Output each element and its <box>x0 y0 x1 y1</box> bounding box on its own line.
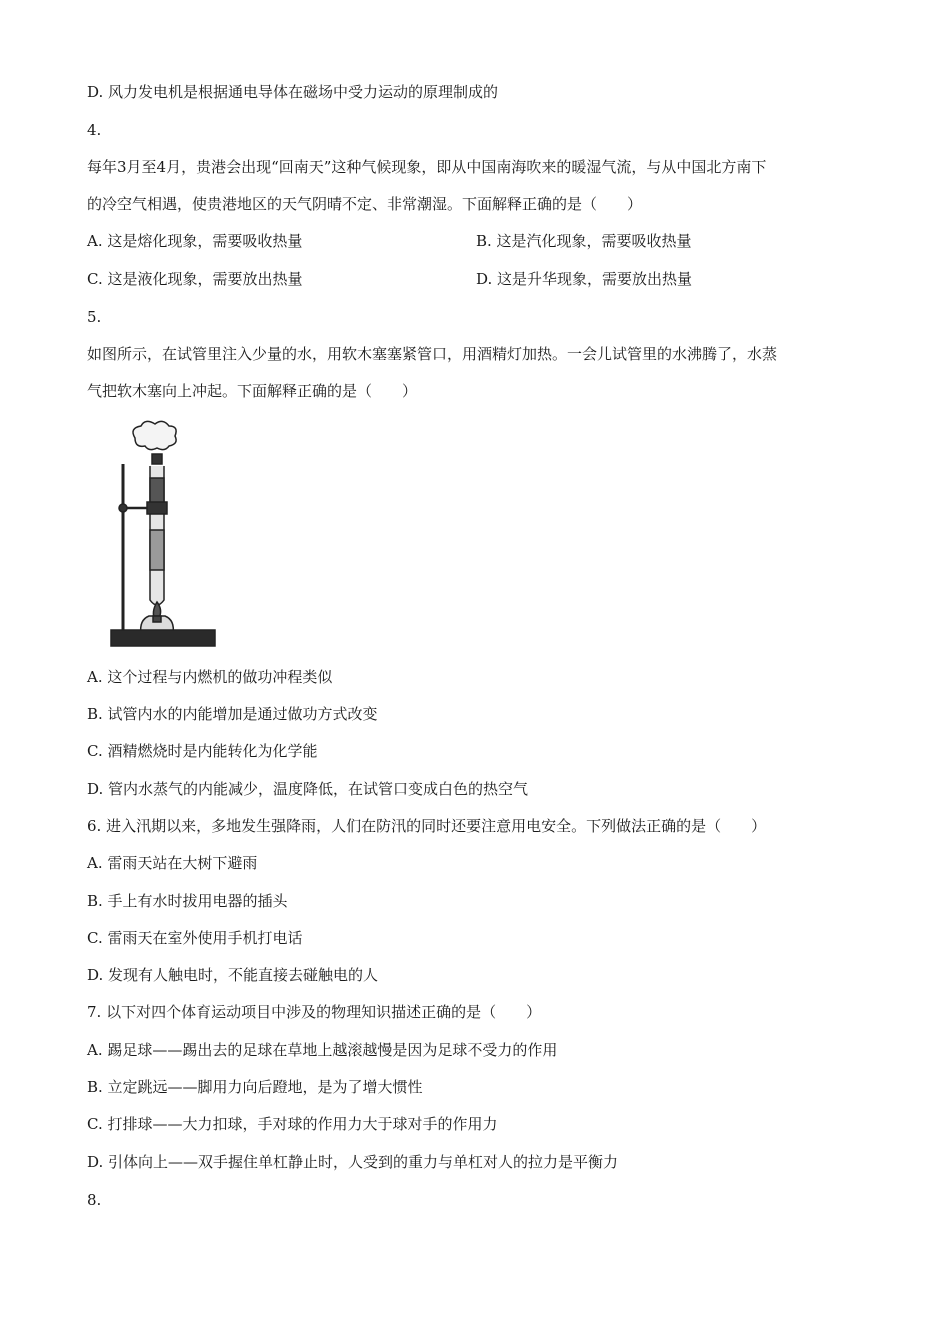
q8-number: 8. <box>87 1191 102 1209</box>
test-tube-heating-apparatus-icon <box>105 420 220 652</box>
q6-stem: 6. 进入汛期以来，多地发生强降雨，人们在防汛的同时还要注意用电安全。下列做法正确的是（ ） <box>87 817 767 835</box>
q5-option-c: C. 酒精燃烧时是内能转化为化学能 <box>87 742 318 760</box>
q6-option-c: C. 雷雨天在室外使用手机打电话 <box>87 929 303 947</box>
q7-option-b: B. 立定跳远——脚用力向后蹬地，是为了增大惯性 <box>87 1078 423 1096</box>
q7-option-c: C. 打排球——大力扣球，手对球的作用力大于球对手的作用力 <box>87 1115 498 1133</box>
q3-option-d: D. 风力发电机是根据通电导体在磁场中受力运动的原理制成的 <box>87 83 499 101</box>
q4-option-c: C. 这是液化现象，需要放出热量 <box>87 270 303 288</box>
q7-stem: 7. 以下对四个体育运动项目中涉及的物理知识描述正确的是（ ） <box>87 1003 542 1021</box>
q5-stem-line-2: 气把软木塞向上冲起。下面解释正确的是（ ） <box>87 382 418 400</box>
q4-option-d: D. 这是升华现象，需要放出热量 <box>476 270 693 288</box>
q5-stem-line-1: 如图所示，在试管里注入少量的水，用软木塞塞紧管口，用酒精灯加热。一会儿试管里的水沸腾了，水蒸 <box>87 345 778 363</box>
q4-stem-line-2: 的冷空气相遇，使贵港地区的天气阴晴不定、非常潮湿。下面解释正确的是（ ） <box>87 195 643 213</box>
q5-number: 5. <box>87 308 102 326</box>
q7-option-a: A. 踢足球——踢出去的足球在草地上越滚越慢是因为足球不受力的作用 <box>87 1041 558 1059</box>
q4-option-a: A. 这是熔化现象，需要吸收热量 <box>87 232 303 250</box>
q5-option-b: B. 试管内水的内能增加是通过做功方式改变 <box>87 705 378 723</box>
q6-option-b: B. 手上有水时拔用电器的插头 <box>87 892 288 910</box>
q6-option-d: D. 发现有人触电时，不能直接去碰触电的人 <box>87 966 379 984</box>
q4-stem-line-1: 每年3月至4月，贵港会出现“回南天”这种气候现象，即从中国南海吹来的暖湿气流，与从中国北方南下 <box>87 158 767 176</box>
q6-option-a: A. 雷雨天站在大树下避雨 <box>87 854 258 872</box>
q7-option-d: D. 引体向上——双手握住单杠静止时，人受到的重力与单杠对人的拉力是平衡力 <box>87 1153 619 1171</box>
q5-option-d: D. 管内水蒸气的内能减少，温度降低，在试管口变成白色的热空气 <box>87 780 529 798</box>
q4-option-b: B. 这是汽化现象，需要吸收热量 <box>476 232 692 250</box>
q5-option-a: A. 这个过程与内燃机的做功冲程类似 <box>87 668 333 686</box>
q4-number: 4. <box>87 121 102 139</box>
